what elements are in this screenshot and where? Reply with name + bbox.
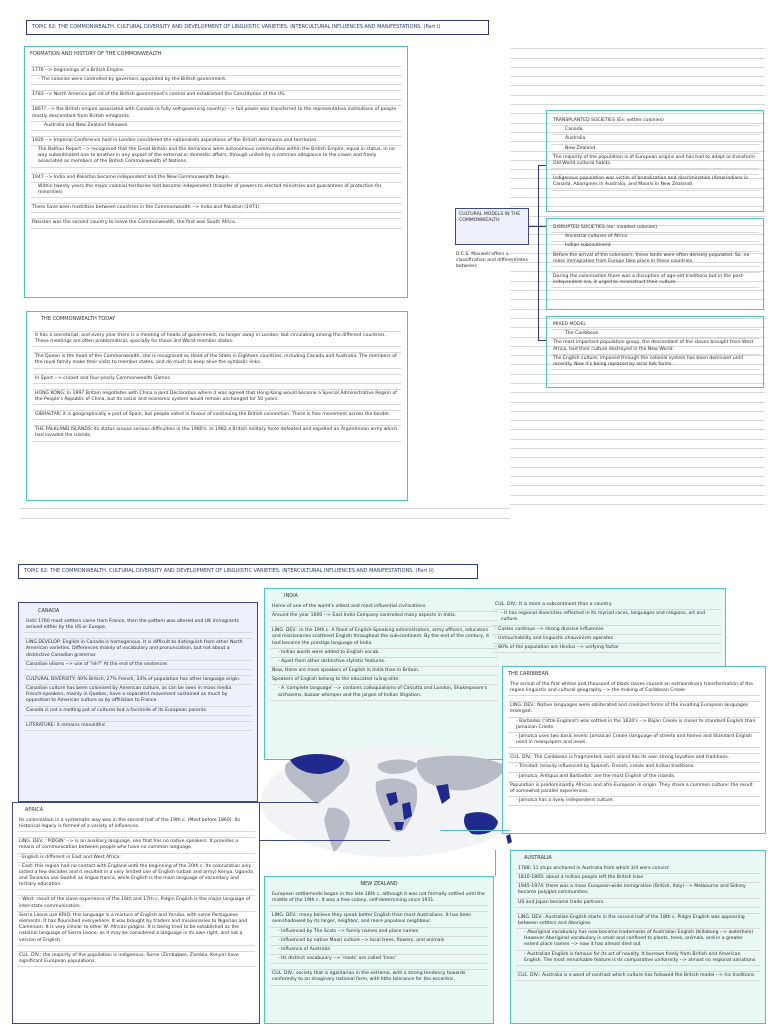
africa-line: - East: this region had no contact with England until the beginning of the 20th c. Its colonization only lasted a few decades and it resulted in a very limited use of English (urban and army) Kenya, Uganda and Tanzania use Swahili as lingua franca, while English is the main language of secondary and tertiary education.	[17, 863, 255, 891]
formation-line: Australia and New Zealand followed.	[30, 122, 402, 131]
transplanted-item: New Zealand	[551, 145, 759, 154]
canada-line: Canadian culture has been colonised by American culture, as can be seen in mass media. French-speakers, mainly in Quebec, have a separatist movement sustained as much by opposition to American culture as by affiliation to France.	[24, 685, 252, 707]
ruled-line	[510, 412, 765, 421]
formation-line: 1783 --> North America got rid of the British government's control and established the Constitution of the US.	[30, 91, 402, 100]
india-culdiv-line: - 80% of the population are Hindus --> unifying factor	[493, 644, 721, 653]
india-line: Now, there are more speakers of English in India than in Britain.	[270, 667, 498, 676]
ruled-line	[510, 421, 765, 430]
connector-line	[495, 850, 496, 876]
canada-line: LING.DEVELOP: English in Canada is homogenous. It is difficult to distinguish from other North American varieties. Differences mainly of vocabulary and pronunciation, but not about a distinctive Canadian grammar.	[24, 639, 252, 661]
ruled-line	[510, 477, 765, 486]
commonwealth-today-box	[26, 311, 408, 501]
part2-title: TOPIC 62: THE COMMONWEALTH. CULTURAL DIVERSITY AND DEVELOPMENT OF LINGUISTIC VARIETIES. INTERCULTURAL INFLUENCES AND MANIFESTATIONS. (Part II)	[18, 564, 478, 579]
page-part-2	[0, 540, 768, 1024]
africa-line: - West: result of the slave experience of the 16th and 17th c. Pidgin English is the major language of inter-state communication.	[17, 896, 255, 911]
australia-line: - Australian English is famous for its art of novelty. It borrows freely from British and American English. The most remarkable feature is its comparative uniformity --> almost no regional variations	[516, 951, 760, 966]
africa-line: - English is different in East and West Africa:	[17, 854, 255, 863]
world-map	[258, 742, 528, 860]
ruled-line	[510, 49, 765, 58]
formation-line: 1776 --> beginnings of a British Empire.	[30, 67, 402, 76]
new-zealand-box	[264, 876, 494, 1024]
india-culdiv-line: - Untouchability and linguistic chauvinism operates	[493, 635, 721, 644]
india-culdiv-line: - Castes continue --> strong divisive influences	[493, 626, 721, 635]
today-line: In Sport --> cricket and four-yearly Commonwealth Games	[33, 375, 401, 384]
transplanted-line: The majority of the population is of European origins and has had to adapt or transform Old World cultural habits.	[551, 154, 759, 169]
part1-title: TOPIC 62: THE COMMONWEALTH. CULTURAL DIVERSITY AND DEVELOPMENT OF LINGUISTIC VARIETIES. INTERCULTURAL INFLUENCES AND MANIFESTATIONS. (Part I)	[26, 20, 489, 35]
ruled-line	[510, 486, 765, 495]
mixed-line: The most important population group, the descendant of the slaves brought from West Africa, had their culture destroyed in the New World.	[551, 339, 759, 354]
nz-line: European settlements began in the late 18th c, although it was not formally settled until the middle of the 19th c. It was a free colony, self-determining since 1931.	[270, 891, 488, 906]
ruled-line	[20, 500, 510, 509]
nz-line: - Its distinct vocabulary --> 'roads' are called 'lines'	[270, 955, 488, 964]
mixed-model-box	[546, 316, 764, 388]
disrupted-societies-box	[546, 218, 764, 310]
connector-line	[440, 830, 510, 831]
ruled-line	[510, 86, 765, 95]
today-line: GIBRALTAR: it is geographically a part of Spain, but people voted in favour of continuing the British connection. There is free movement across the border.	[33, 411, 401, 420]
ruled-line	[510, 440, 765, 449]
ruled-line	[510, 468, 765, 477]
today-line: It has a secretariat, and every year there is a meeting of heads of government, no longer away in London, but circulating among the different countries. These meetings are often problematical, specially for those 3rd World member states.	[33, 332, 401, 347]
nz-line: - Influenced by native Maori culture --> local trees, flowers, and animals	[270, 937, 488, 946]
transplanted-item: Canada	[551, 126, 759, 135]
disrupted-heading: DISRUPTED SOCIETIES (ex: invaded colonies)	[551, 224, 759, 233]
formation-heading: FORMATION AND HISTORY OF THE COMMONWEALTH	[30, 51, 162, 57]
canada-line: LITERATURE: it remains monolithic	[24, 722, 252, 731]
disrupted-item: Indian subcontinent	[551, 242, 759, 251]
today-line: THE FALKLAND ISLANDS: its status arouse serious difficulties in the 1980's. In 1982 a British military force defeated and expelled an Argentinean army which had invaded the islands.	[33, 426, 401, 441]
formation-line: There have been hostilities between countries in the Commonwealth --> India and Pakistan (1971)	[30, 204, 402, 213]
connector-line	[258, 802, 318, 803]
formation-line: 1926 --> Imperial Conference held in London considered the nationalists aspirations of the British dominions and territories.	[30, 137, 402, 146]
caribbean-line: - Jamaica uses two basic levels: Jamaican Creole (language of streets and home) and Standard English used in newspapers and news.	[508, 733, 760, 748]
nz-line: - Influence of Australia	[270, 946, 488, 955]
disrupted-line: During the colonisation there was a disruption of age-old traditions but in the post-independent era, it urged to reconstruct their culture.	[551, 273, 759, 288]
transplanted-societies-box	[546, 110, 764, 212]
cultural-models-box	[455, 208, 529, 245]
india-culdiv-line: - It has regional diversities reflected in its myriad races, languages and religions, art and culture.	[493, 610, 721, 625]
map-new-zealand	[506, 834, 512, 844]
nz-line: CUL. DIV.: society that is egalitarian in the extreme, with a strong tendency towards conformity to an imaginary national form, with little tolerance for the eccentric.	[270, 970, 488, 985]
india-line: - Indian words were added to English vocab.	[270, 649, 498, 658]
mixed-line: The English culture, imposed through the colonial system has been dominant until recently. Now it's being replaced by local folk forms.	[551, 355, 759, 370]
bottom-ruled-lines	[20, 500, 510, 519]
africa-box	[12, 802, 260, 1024]
ruled-line	[20, 509, 510, 518]
india-column-right	[493, 601, 721, 653]
india-line: Speakers of English belong to the educated ruling elite.	[270, 676, 498, 685]
ruled-line	[510, 403, 765, 412]
today-heading: THE COMMONWEALTH TODAY	[41, 316, 116, 322]
connector-line	[260, 840, 390, 841]
australia-line: LING. DEV.: Australian English starts in the second half of the 18th c. Pidgin English was appearing between settlers and Aborigine.	[516, 914, 760, 929]
ruled-line	[510, 458, 765, 467]
cultural-models-note: D.E.S. Maxwell offers a classification and differentiates between:	[456, 252, 528, 270]
canada-heading: CANADA	[38, 608, 60, 614]
ruled-line	[510, 68, 765, 77]
ruled-line	[510, 96, 765, 105]
australia-box	[510, 850, 766, 1024]
connector-line	[538, 165, 539, 340]
ruled-line	[510, 59, 765, 68]
nz-line: - Influenced by The Scots --> family names and place names	[270, 928, 488, 937]
africa-line: Its colonization in a systematic way was in the second half of the 19th c. (Most before 1860). Its historical legacy is formed of a variety of influences.	[17, 817, 255, 832]
ruled-line	[510, 496, 765, 505]
caribbean-heading: THE CARIBBEAN	[508, 671, 549, 677]
canada-line: Until 1760 most settlers came from France, then the pattern was altered and UK immigrants arrived either by the US or Europe.	[24, 618, 252, 633]
india-heading: INDIA	[284, 593, 298, 599]
disrupted-line: Before the arrival of the colonisers, these lands were often densely populated. So, no mass immigration from Europe take place in these countries.	[551, 252, 759, 267]
africa-heading: AFRICA	[25, 807, 44, 813]
new-zealand-heading: NEW ZEALAND	[360, 881, 398, 887]
disrupted-item: Ancestral cultures of Africa	[551, 233, 759, 242]
cultural-models-heading: CULTURAL MODELS IN THE COMMONWEALTH	[459, 212, 521, 224]
ruled-line	[510, 40, 765, 49]
formation-line: Pakistan was the second country to leave the Commonwealth, the first was South Africa.	[30, 219, 402, 228]
today-line: The Queen is the head of the Commonwealth, she is recognised as Head of the State in Eighteen countries, including Canada and Australia. The members of the royal family make their visits to member states, and do much to keep alive the symbolic links.	[33, 353, 401, 368]
formation-line: The Balfour Report --> recognised that the Great Britain and the dominions were autonomous communities within the British Empire, equal in status, in no way subordinated one to another in any aspect of the external or domestic affairs, through united by a common allegiance to the crown and freely associated as members of the British Commonwealth of Nations.	[30, 146, 402, 168]
india-line: LING. DEV.: In the 19th c. A flood of English-Speaking administrators, army officers, educators and missionaries scattered English throughout the sub-continent. By the end of the century, it had become the prestige language of India.	[270, 627, 498, 649]
caribbean-line: CUL. DIV.: The Caribbean is fragmented, each island has its own strong loyalties and traditions.	[508, 754, 760, 763]
australia-heading: AUSTRALIA	[524, 855, 552, 861]
formation-line: Within twenty years the major colonial territories had become independent (transfer of powers to elected ministries and guarantees of protection for minorities)	[30, 183, 402, 198]
mixed-item: The Caribbean	[551, 330, 759, 339]
transplanted-heading: TRANSPLANTED SOCIETIES (Ex: settler colonies)	[551, 117, 759, 126]
ruled-line	[510, 449, 765, 458]
ruled-line	[510, 393, 765, 402]
ruled-line	[510, 77, 765, 86]
formation-line: 1947 --> India and Pakistan become independent and the New Commonwealth begin.	[30, 174, 402, 183]
india-line: - Apart from other distinctive stylistic features.	[270, 658, 498, 667]
today-line: HONG KONG: In 1997 Britain negotiates with China a Joint Declaration where it was agreed that Hong Kong would become a Special Administrative Region of the People's Republic of China, but its social and economic system would remain unchanged for 50 years.	[33, 390, 401, 405]
india-line: Around the year 1600 --> East India Company controlled many aspects in India.	[270, 612, 498, 621]
africa-line: Sierra Leone use KRIO: this language is a mixture of English and Yoruba, with some Portuguese elements. It has flourished everywhere. It was brought by traders and missionaries to Nigerian and Cameroon. It is very similar to other W. African pidgins. It is being tried to be established as the national language of Sierra Leone, as it may be considered a language in its own right, and not a version of English.	[17, 912, 255, 946]
formation-history-box	[24, 46, 408, 298]
africa-line: LING. DEV.: 'PIDGIN' --> is an auxiliary language, one that has no native speakers. It provides a means of communication between people who have no common language.	[17, 838, 255, 853]
australia-line: 1945-1974: there was a mass European-wide immigration (British, Italy) --> Melbourne and Sidney became polyglot communities.	[516, 883, 760, 898]
australia-line: 1788: 11 ships anchored in Australia from which 3/4 were convict	[516, 865, 760, 874]
canada-line: Canada is not a melting pot of cultures but a facsimile of its European parents.	[24, 707, 252, 716]
africa-line: CUL. DIV.: the majority of the population is indigenous. Some (Zimbabwe, Zambia, Kenya) have significant European populations.	[17, 952, 255, 967]
formation-line: - The colonies were controlled by governors appointed by the British government.	[30, 76, 402, 85]
ruled-line	[510, 430, 765, 439]
india-column-left	[270, 593, 498, 701]
canada-line: CULTURAL DIVERSITY: 40% British, 27% French, 33% of population has other language origin.	[24, 676, 252, 685]
india-line: - A 'complete language' --> contains colloquialisms of Calcutta and London, Shakespeare's archaisms, bazaar whimper and the jargon of Indian litigation.	[270, 685, 498, 700]
caribbean-line: - Jamaica has a lively independent culture.	[508, 797, 760, 806]
transplanted-line: Indigenous population was victim of brutalization and discrimination (Amerindians in Canada, Aborigines in Australia, and Maoris in New Zealand)	[551, 175, 759, 190]
caribbean-line: LING. DEV.: Native languages were obliterated and creolized forms of the invading European languages emerged.	[508, 702, 760, 717]
caribbean-line: - Barbados ('little England') was settled in the 1620's --> Bajan Creole is closer to standard English than Jamaican Creole	[508, 718, 760, 733]
australia-line: 1810-1865: about a million people left the British Isles	[516, 874, 760, 883]
caribbean-box	[502, 666, 766, 834]
caribbean-line: - Trinidad: heavily influenced by Spanish, French, creole and Indian traditions.	[508, 763, 760, 772]
caribbean-line: The arrival of the first whites and thousand of black slaves caused an extraordinary transformation of the region linguistic and cultural geography --> the making of Caribbean Creole	[508, 681, 760, 696]
india-line: Home of one of the world's oldest and most influential civilisations.	[270, 603, 498, 612]
canada-box	[18, 602, 258, 802]
canada-line: Canadian idioms --> use of "eh?" At the end of the sentences	[24, 661, 252, 670]
australia-line: CUL. DIV.: Australia is a word of contrast which culture has followed the British model --> his traditions	[516, 972, 760, 981]
mixed-heading: MIXED MODEL	[551, 321, 759, 330]
caribbean-line: Population is predominantly African and afro-European in origin. They share a common culture: the result of somewhat parallel experiences.	[508, 782, 760, 797]
australia-line: - Aboriginal vocabulary has now become trademarks of Australian English (billabong --> waterhole) However Aboriginal vocabulary is small and confined to plants, trees, animals, and in a greater extent place names --> now it has almost died out	[516, 929, 760, 951]
nz-line: LING. DEV.: many believe they speak better English than most Australians. It has been overshadowed by its larger, neighbor, and more populous neighbour.	[270, 912, 488, 927]
connector-line	[529, 226, 538, 227]
australia-line: US and Japan became trade partners.	[516, 899, 760, 908]
caribbean-line: - Jamaica, Antigua and Barbados: are the most English of the islands.	[508, 773, 760, 782]
formation-line: 1867? --> the British empire associated with Canada (a fully self-governing country) --> full power was transferred to the representative institutions of people mostly descendant from British emigrants.	[30, 106, 402, 121]
india-culdiv-line: CUL. DIV.: It is more a subcontinent than a country.	[493, 601, 721, 610]
transplanted-item: Australia	[551, 135, 759, 144]
